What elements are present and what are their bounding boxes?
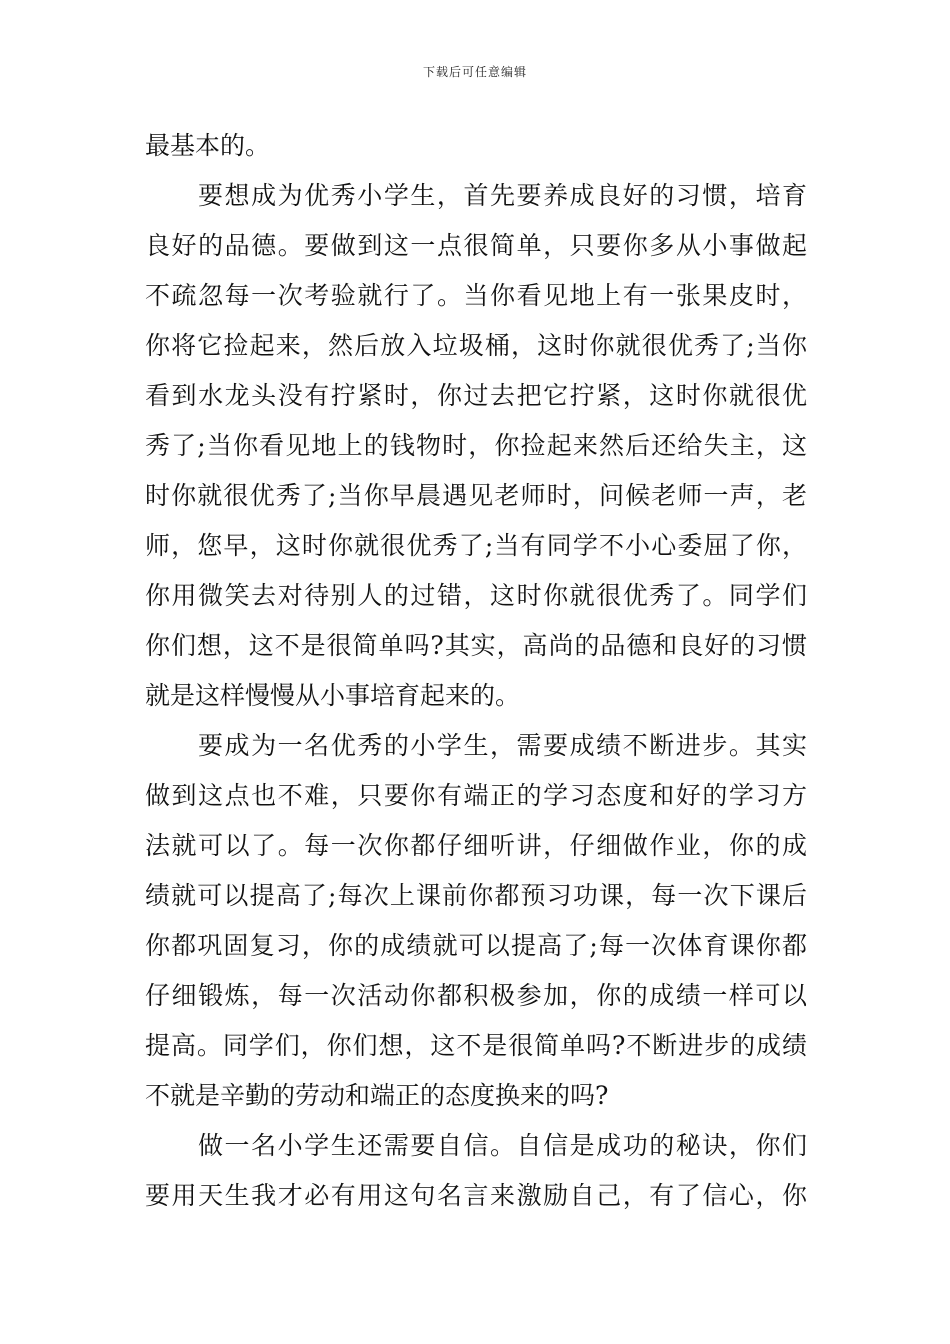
text-line: 提高。同学们，你们想，这不是很简单吗?不断进步的成绩: [145, 1031, 807, 1060]
text-line: 时你就很优秀了;当你早晨遇见老师时，问候老师一声，老: [145, 481, 807, 510]
text-line: 做到这点也不难，只要你有端正的学习态度和好的学习方: [145, 781, 807, 810]
paragraph-first-line: 要想成为优秀小学生，首先要养成良好的习惯，培育: [198, 181, 807, 210]
paragraph-first-line: 要成为一名优秀的小学生，需要成绩不断进步。其实: [198, 731, 807, 760]
text-line: 要用天生我才必有用这句名言来激励自己，有了信心，你: [145, 1181, 807, 1210]
text-line: 看到水龙头没有拧紧时，你过去把它拧紧，这时你就很优: [145, 381, 807, 410]
text-line: 秀了;当你看见地上的钱物时，你捡起来然后还给失主，这: [145, 431, 807, 460]
paragraph-first-line: 做一名小学生还需要自信。自信是成功的秘诀，你们: [198, 1131, 807, 1160]
text-line: 你用微笑去对待别人的过错，这时你就很优秀了。同学们: [145, 581, 807, 610]
document-body: [145, 121, 807, 1221]
text-line: 良好的品德。要做到这一点很简单，只要你多从小事做起: [145, 231, 807, 260]
paragraph-last-line: 就是这样慢慢从小事培育起来的。: [145, 681, 521, 710]
text-line: 你将它捡起来，然后放入垃圾桶，这时你就很优秀了;当你: [145, 331, 807, 360]
text-line: 仔细锻炼，每一次活动你都积极参加，你的成绩一样可以: [145, 981, 807, 1010]
paragraph-last-line: 不就是辛勤的劳动和端正的态度换来的吗?: [145, 1081, 609, 1110]
text-line: 法就可以了。每一次你都仔细听讲，仔细做作业，你的成: [145, 831, 807, 860]
text-line: 不疏忽每一次考验就行了。当你看见地上有一张果皮时，: [145, 281, 807, 310]
text-line: 绩就可以提高了;每次上课前你都预习功课，每一次下课后: [145, 881, 807, 910]
text-line: 你都巩固复习，你的成绩就可以提高了;每一次体育课你都: [145, 931, 807, 960]
text-line: 最基本的。: [145, 131, 271, 160]
text-line: 师，您早，这时你就很优秀了;当有同学不小心委屈了你，: [145, 531, 807, 560]
page-header: 下载后可任意编辑: [422, 65, 527, 79]
text-line: 你们想，这不是很简单吗?其实，高尚的品德和良好的习惯: [145, 631, 807, 660]
